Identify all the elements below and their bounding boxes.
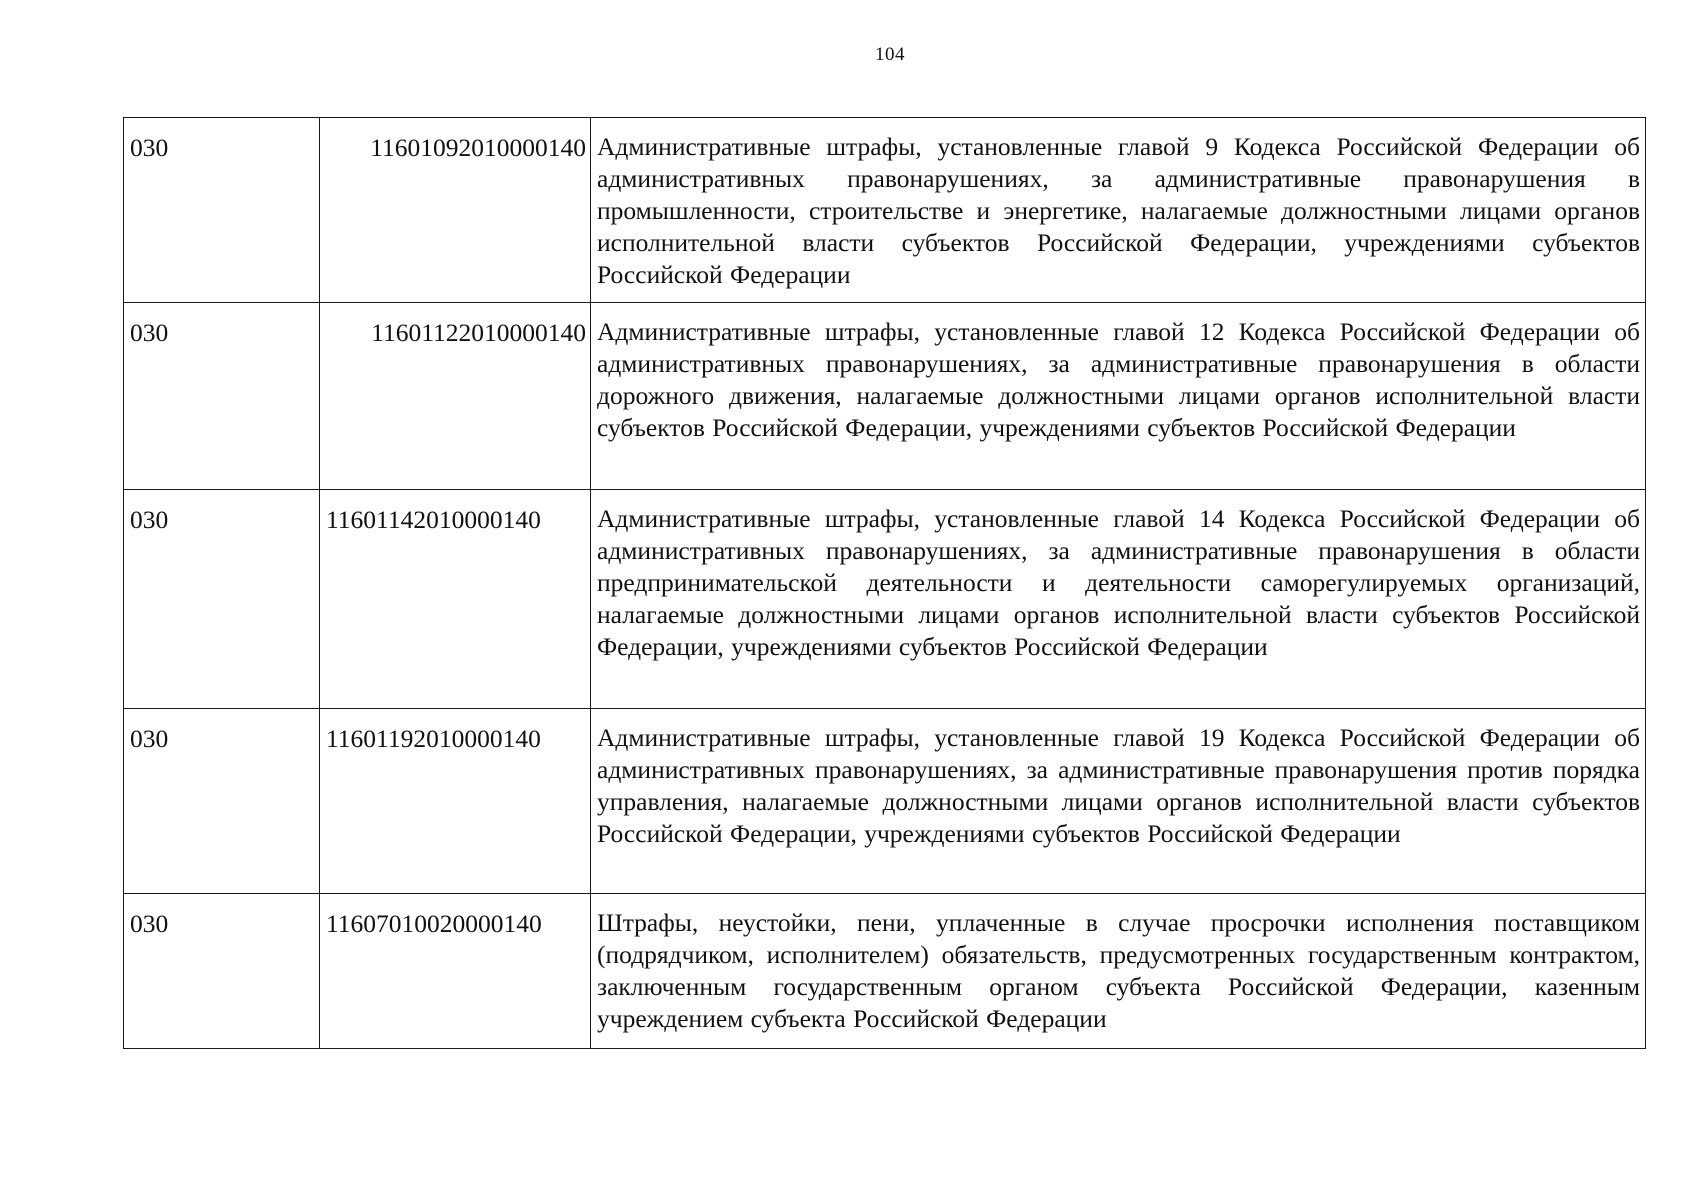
table-row — [124, 709, 1646, 894]
page-number: 104 — [875, 44, 905, 65]
budget-classification-code-cell — [320, 118, 591, 303]
table-row — [124, 490, 1646, 709]
admin-code-cell: 030 — [124, 490, 320, 709]
admin-code-cell: 030 — [124, 118, 320, 303]
budget-classification-code-cell — [320, 303, 591, 490]
revenue-description-cell: Административные штрафы, установленные главой 12 Кодекса Российской Федерации об административных правонарушениях, за административные правонарушения в области дорожного движения, налагаемые должностными лицами органов исполнительной власти субъектов Российской Федерации, учреждениями субъектов Российской Федерации — [591, 303, 1646, 490]
budget-classification-code: 11601122010000140 — [371, 318, 586, 347]
budget-classification-code-cell — [320, 490, 591, 709]
budget-classification-code: 11601142010000140 — [326, 505, 541, 534]
revenue-description-cell: Штрафы, неустойки, пени, уплаченные в случае просрочки исполнения поставщиком (подрядчиком, исполнителем) обязательств, предусмотренных государственным контрактом, заключенным государственным органом субъекта Российской Федерации, казенным учреждением субъекта Российской Федерации — [591, 894, 1646, 1049]
admin-code-cell: 030 — [124, 709, 320, 894]
table-row — [124, 894, 1646, 1049]
budget-classification-code-cell — [320, 894, 591, 1049]
revenue-description-cell: Административные штрафы, установленные главой 9 Кодекса Российской Федерации об административных правонарушениях, за административные правонарушения в промышленности, строительстве и энергетике, налагаемые должностными лицами органов исполнительной власти субъектов Российской Федерации, учреждениями субъектов Российской Федерации — [591, 118, 1646, 303]
admin-code-cell: 030 — [124, 303, 320, 490]
table-row — [124, 118, 1646, 303]
budget-classification-code-cell — [320, 709, 591, 894]
table-row — [124, 303, 1646, 490]
revenue-description-cell: Административные штрафы, установленные главой 19 Кодекса Российской Федерации об административных правонарушениях, за административные правонарушения против порядка управления, налагаемые должностными лицами органов исполнительной власти субъектов Российской Федерации, учреждениями субъектов Российской Федерации — [591, 709, 1646, 894]
admin-code-cell: 030 — [124, 894, 320, 1049]
budget-classification-code: 11601192010000140 — [326, 724, 541, 753]
budget-classification-code: 11601092010000140 — [370, 133, 586, 162]
budget-code-table — [123, 117, 1646, 1049]
revenue-description-cell: Административные штрафы, установленные главой 14 Кодекса Российской Федерации об административных правонарушениях, за административные правонарушения в области предпринимательской деятельности и деятельности саморегулируемых организаций, налагаемые должностными лицами органов исполнительной власти субъектов Российской Федерации, учреждениями субъектов Российской Федерации — [591, 490, 1646, 709]
budget-classification-code: 11607010020000140 — [326, 909, 542, 938]
